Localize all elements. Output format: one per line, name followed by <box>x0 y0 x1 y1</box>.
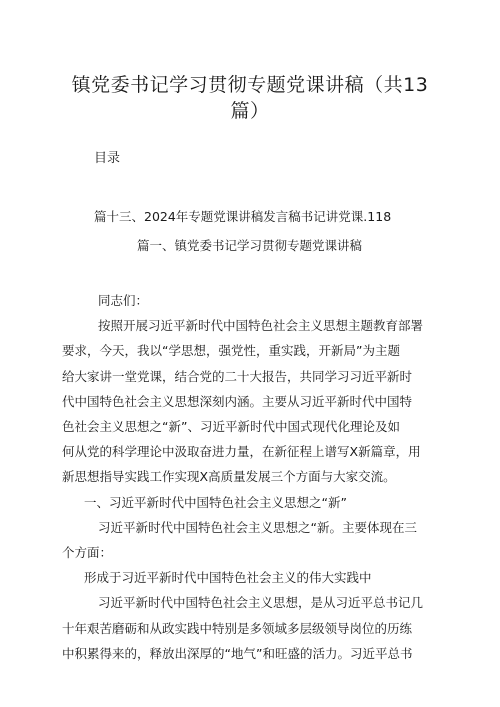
paragraph-line: 十年艰苦磨砺和从政实践中特别是多领域多层级领导岗位的历练 <box>62 620 413 636</box>
paragraph-line: 按照开展习近平新时代中国特色社会主义思想主题教育部署 <box>98 318 424 334</box>
paragraph-line: 何从党的科学理论中汲取奋进力量，在新征程上谱写X新篇章，用 <box>62 444 421 460</box>
paragraph-line: 色社会主义思想之“新”、习近平新时代中国式现代化理论及如 <box>62 419 400 435</box>
body-text <box>62 288 439 666</box>
toc-heading: 目录 <box>94 151 121 166</box>
title-line-1: 镇党委书记学习贯彻专题党课讲稿（共13 <box>71 74 429 96</box>
salutation: 同志们： <box>98 293 149 308</box>
toc-item-13[interactable]: 篇十三、2024年专题党课讲稿发言稿书记讲党课.118 <box>94 209 392 224</box>
title-line-2: 篇） <box>230 100 270 122</box>
paragraph-line: 个方面： <box>62 545 113 561</box>
paragraph-line: 给大家讲一堂党课，结合党的二十大报告，共同学习习近平新时 <box>62 368 413 384</box>
toc-item-1[interactable]: 篇一、镇党委书记学习贯彻专题党课讲稿 <box>137 238 363 253</box>
paragraph-line: 中积累得来的，释放出深厚的“地气”和旺盛的活力。习近平总书 <box>62 645 413 661</box>
paragraph-line: 代中国特色社会主义思想深刻内涵。主要从习近平新时代中国特 <box>62 393 413 409</box>
section-heading: 一、习近平新时代中国特色社会主义思想之“新” <box>84 494 347 510</box>
subsection-heading: 形成于习近平新时代中国特色社会主义的伟大实践中 <box>84 570 372 586</box>
paragraph-line: 习近平新时代中国特色社会主义思想，是从习近平总书记几 <box>98 595 424 611</box>
document-title <box>60 72 440 124</box>
paragraph-line: 新思想指导实践工作实现X高质量发展三个方面与大家交流。 <box>62 469 396 485</box>
paragraph-line: 要求，今天，我以“学思想，强党性，重实践，开新局”为主题 <box>62 343 400 359</box>
paragraph-line: 习近平新时代中国特色社会主义思想之“新。主要体现在三 <box>98 519 417 535</box>
